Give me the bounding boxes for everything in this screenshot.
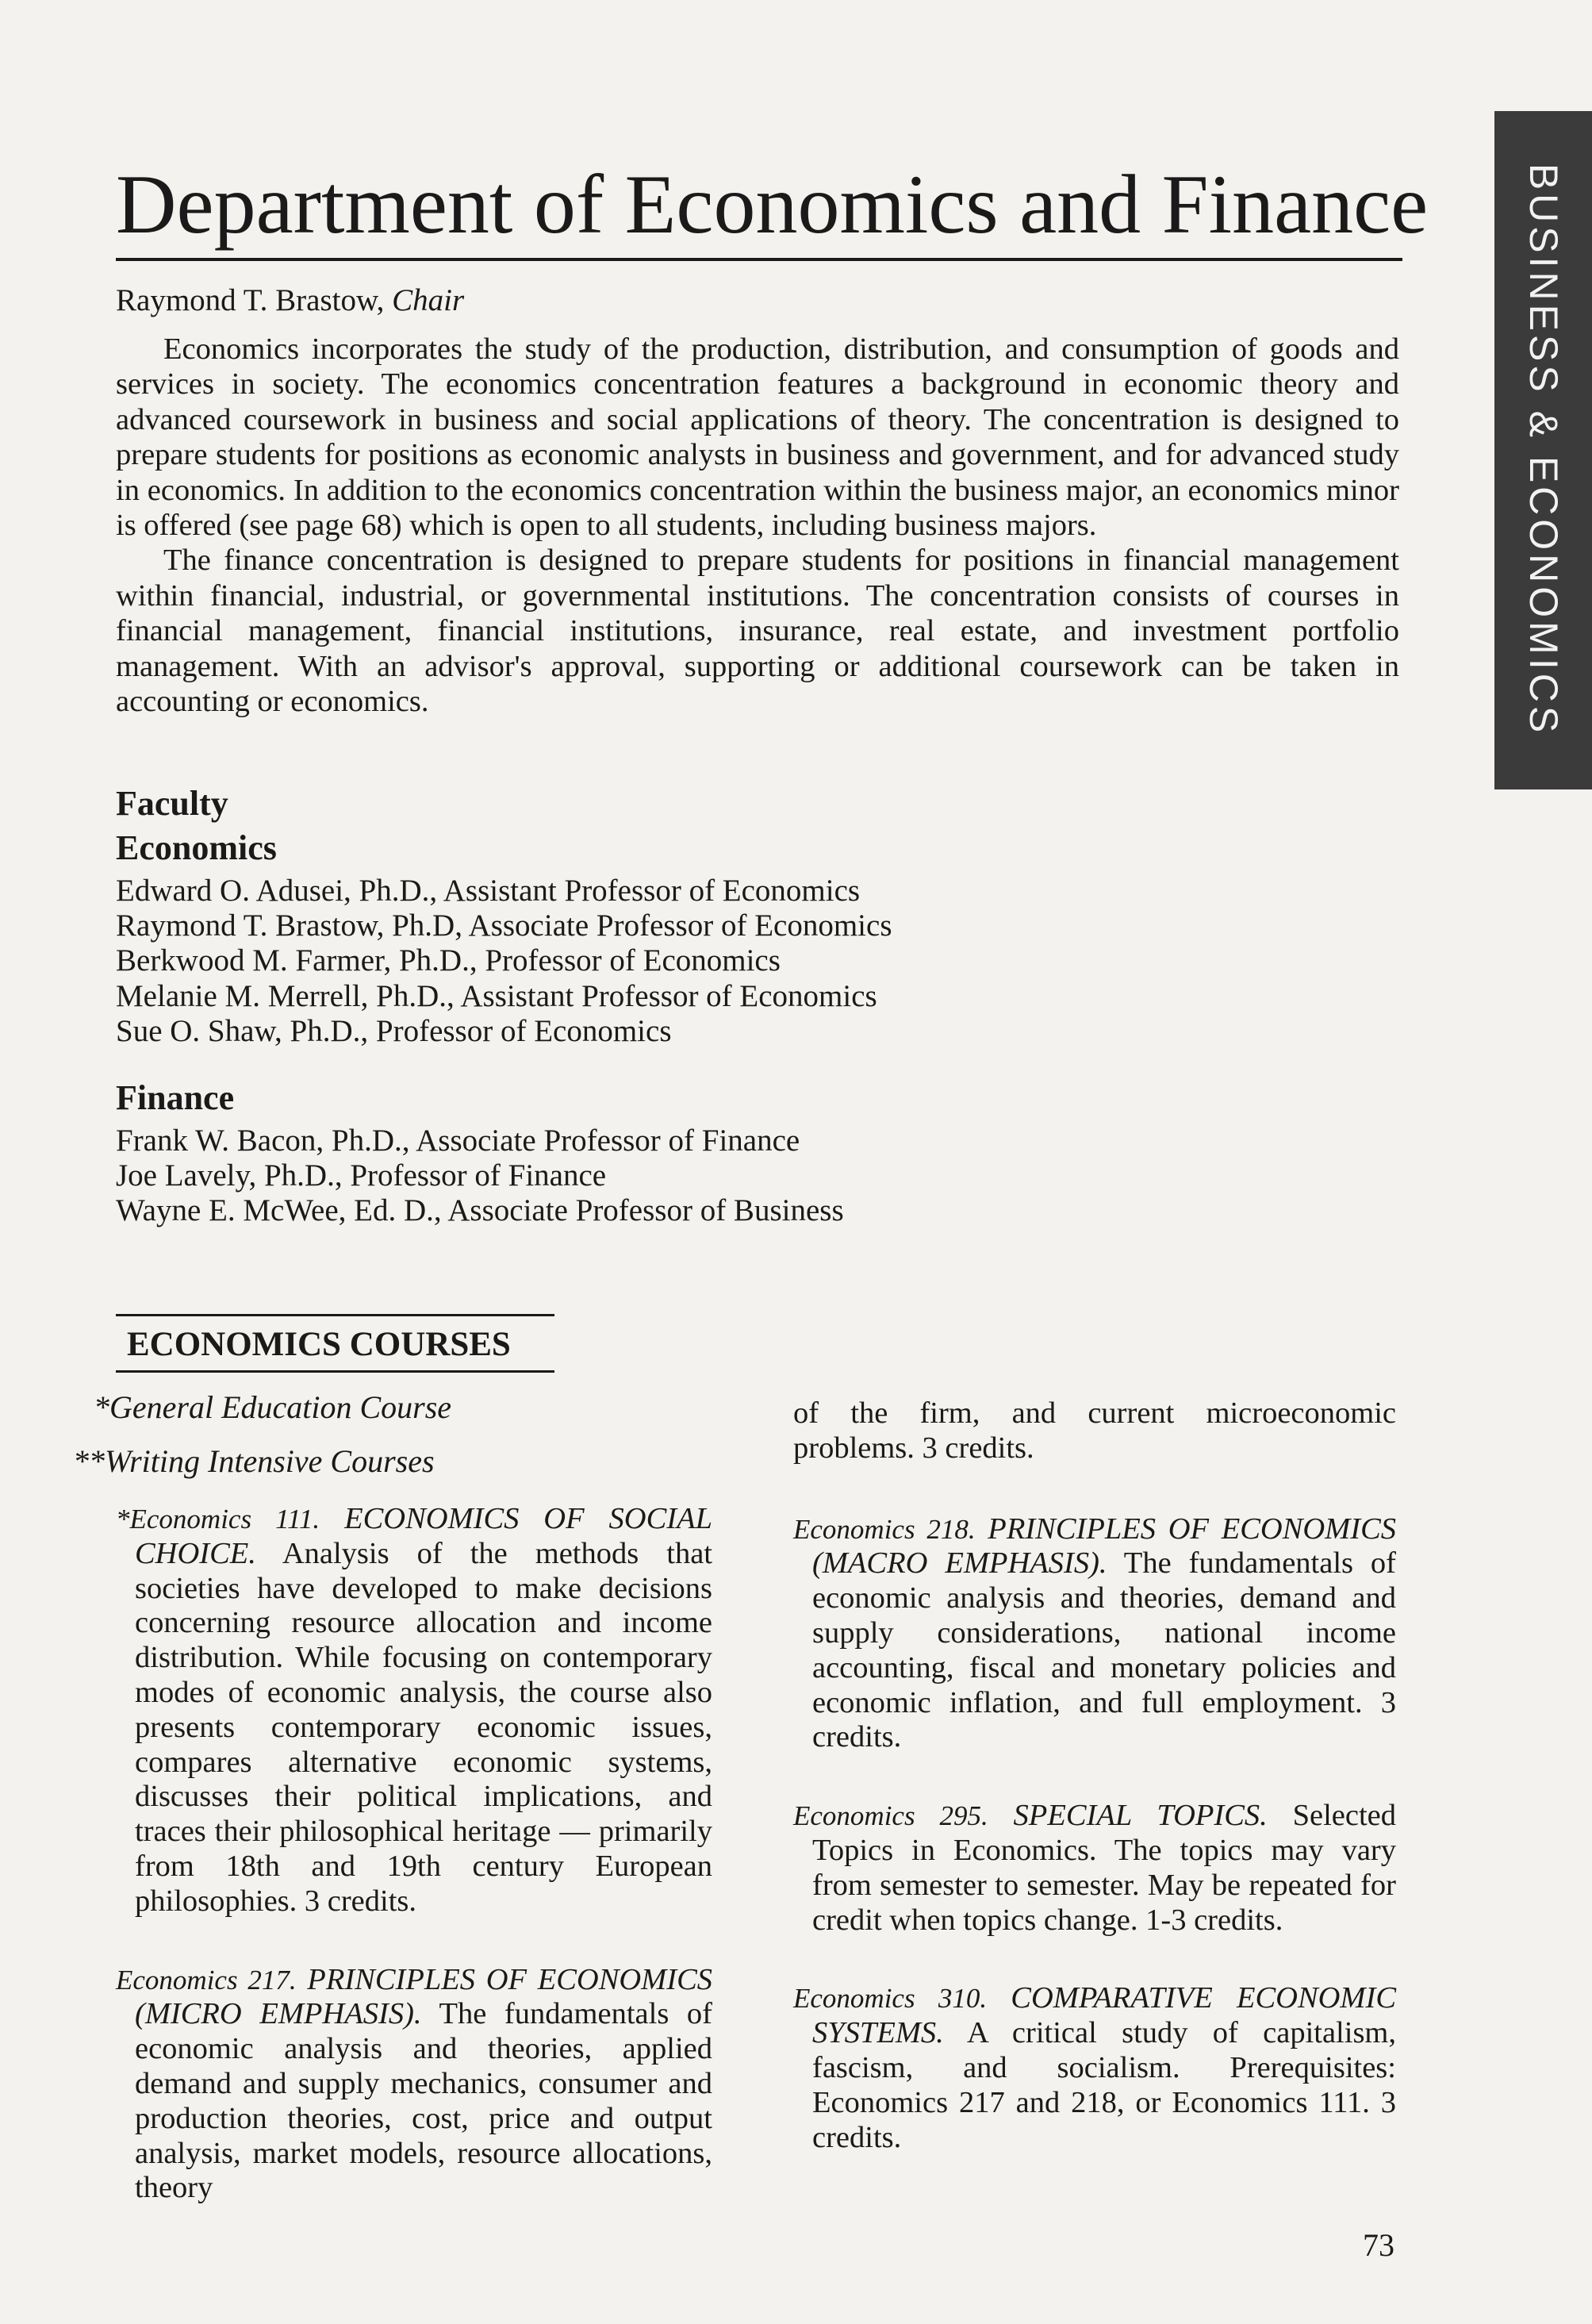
department-intro <box>116 332 1399 719</box>
economics-faculty-heading: Economics <box>116 828 277 867</box>
legend-general-education: *General Education Course <box>94 1389 452 1425</box>
course-number: Economics 295. <box>793 1800 988 1832</box>
legend-writing-intensive: **Writing Intensive Courses <box>73 1443 435 1479</box>
course-entry <box>116 1963 712 2207</box>
faculty-heading: Faculty <box>116 784 228 823</box>
finance-faculty-heading: Finance <box>116 1078 235 1118</box>
course-entry <box>793 1799 1396 1938</box>
intro-paragraph-finance: The finance concentration is designed to prepare students for positions in financial management within financial, industrial, or governmental institutions. The concentration consists of courses in financial management, financial institutions, insurance, real estate, and investment portfolio management. With an advisor's approval, supporting or additional coursework can be taken in accounting or economics. <box>116 544 1399 719</box>
course-description: The fundamentals of economic analysis and theories, demand and supply considerations, national income accounting, fiscal and monetary policies and economic inflation, and full employment. 3 credits. <box>812 1546 1396 1754</box>
economics-faculty-list <box>116 874 892 1049</box>
course-number: Economics 217. <box>116 1964 297 1996</box>
faculty-member: Raymond T. Brastow, Ph.D, Associate Professor of Economics <box>116 908 892 943</box>
course-entry <box>116 1502 712 1919</box>
chair-line <box>116 282 464 320</box>
chair-name: Raymond T. Brastow, <box>116 283 393 317</box>
chair-role: Chair <box>392 283 465 317</box>
courses-left-column <box>116 1502 712 2249</box>
faculty-member: Frank W. Bacon, Ph.D., Associate Professor of Finance <box>116 1124 800 1158</box>
course-continuation: of the firm, and current microeconomic problems. 3 credits. <box>793 1396 1396 1465</box>
course-entry <box>793 1512 1396 1756</box>
side-tab-label: BUSINESS & ECONOMICS <box>1521 163 1566 737</box>
course-title: ECONOMICS OF SOCIAL CHOICE. <box>135 1502 713 1570</box>
faculty-member: Melanie M. Merrell, Ph.D., Assistant Professor of Economics <box>116 978 877 1013</box>
faculty-member: Edward O. Adusei, Ph.D., Assistant Professor of Economics <box>116 874 861 908</box>
course-title: PRINCIPLES OF ECONOMICS (MICRO EMPHASIS). <box>135 1962 712 2031</box>
faculty-member: Berkwood M. Farmer, Ph.D., Professor of Economics <box>116 943 781 978</box>
faculty-member: Sue O. Shaw, Ph.D., Professor of Economics <box>116 1013 672 1048</box>
page-number: 73 <box>1363 2227 1394 2263</box>
course-number: *Economics 111. <box>116 1504 320 1535</box>
course-number: Economics 310. <box>793 1983 988 2015</box>
section-side-tab <box>1494 111 1592 789</box>
course-description: Analysis of the methods that societies have developed to make decisions concerning resource allocation and income distribution. While focusing on contemporary modes of economic analysis, the course also presents contemporary economic issues, compares alternative economic systems, discusses their political implications, and traces their philosophical heritage — primarily from 18th and 19th century European philosophies. 3 credits. <box>135 1536 712 1918</box>
course-description: The fundamentals of economic analysis and theories, applied demand and supply mechanics, consumer and production theories, cost, price and output analysis, market models, resource allocations, theory <box>135 1997 712 2205</box>
courses-heading-box <box>116 1314 554 1373</box>
finance-faculty-list <box>116 1124 892 1229</box>
course-title: PRINCIPLES OF ECONOMICS (MACRO EMPHASIS). <box>812 1512 1396 1581</box>
course-description: A critical study of capitalism, fascism, and socialism. Prerequisites: Economics 217 and 218, or Economics 111. 3 credits. <box>812 2016 1396 2154</box>
faculty-section <box>116 782 892 1229</box>
course-entry <box>793 1981 1396 2155</box>
course-title: COMPARATIVE ECONOMIC SYSTEMS. <box>812 1981 1396 2050</box>
intro-paragraph-economics: Economics incorporates the study of the production, distribution, and consumption of goods and services in society. The economics concentration features a background in economic theory and advanced coursework in business and social applications of theory. The concentration is designed to prepare students for positions as economic analysts in business and government, and for advanced study in economics. In addition to the economics concentration within the business major, an economics minor is offered (see page 68) which is open to all students, including business majors. <box>116 332 1399 543</box>
page-title: Department of Economics and Finance <box>116 158 1429 251</box>
faculty-member: Wayne E. McWee, Ed. D., Associate Professor of Business <box>116 1193 844 1228</box>
course-number: Economics 218. <box>793 1513 976 1545</box>
title-rule <box>116 258 1402 261</box>
courses-right-column <box>793 1396 1396 2199</box>
courses-heading: ECONOMICS COURSES <box>127 1326 511 1363</box>
faculty-member: Joe Lavely, Ph.D., Professor of Finance <box>116 1158 607 1193</box>
course-title: SPECIAL TOPICS. <box>1013 1799 1268 1833</box>
course-description: Selected Topics in Economics. The topics may vary from semester to semester. May be repeated for credit when topics change. 1-3 credits. <box>812 1799 1396 1937</box>
